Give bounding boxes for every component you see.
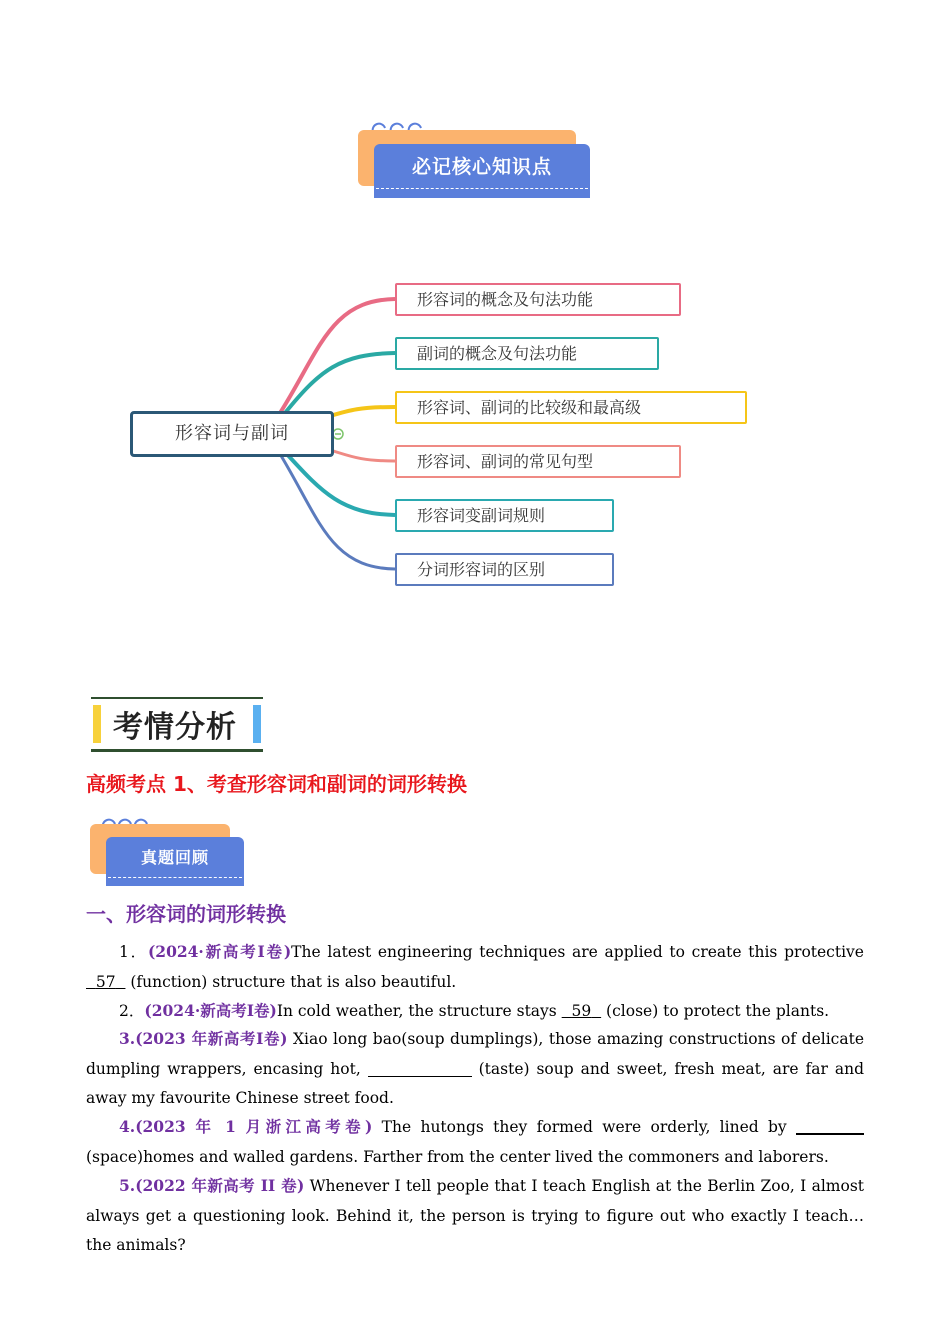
question-3: [86, 1024, 864, 1114]
mind-map-root: 形容词与副词: [130, 411, 334, 457]
question-source: (2022 年新高考 II 卷): [135, 1176, 305, 1195]
question-text-end: (close) to protect the plants.: [601, 1002, 830, 1020]
question-text: In cold weather, the structure stays: [276, 1002, 562, 1020]
mind-map-node-3: 形容词、副词的比较级和最高级: [395, 391, 747, 424]
mind-map-node-1: 形容词的概念及句法功能: [395, 283, 681, 316]
past-exam-title: 真题回顾: [106, 837, 244, 879]
question-number: 4.: [119, 1117, 136, 1136]
question-number: 3.: [119, 1029, 136, 1048]
mind-map-node-5: 形容词变副词规则: [395, 499, 614, 532]
section-heading: 高频考点 1、考查形容词和副词的词形转换: [86, 772, 467, 796]
exam-analysis-title: 考情分析: [113, 710, 237, 745]
question-number: 5.: [119, 1176, 136, 1195]
blue-bar: [253, 705, 261, 743]
connector-6: [280, 454, 395, 569]
question-4: [86, 1112, 864, 1172]
answer-number: 59: [571, 1002, 592, 1020]
answer-blank: [796, 1115, 864, 1135]
question-source: (2023 年 1 月浙江高考卷): [135, 1117, 373, 1136]
banner-bottom-rule: [91, 749, 263, 752]
connector-3: [330, 407, 395, 416]
question-text: Xiao long bao(soup dumplings), those amazing constructions of delicate dumpling wrappers, encasing hot,: [86, 1030, 864, 1078]
banner-title: 必记核心知识点: [374, 144, 590, 190]
mind-map-node-6: 分词形容词的区别: [395, 553, 614, 586]
question-1: [86, 937, 864, 997]
question-5: [86, 1171, 864, 1261]
question-text-end: (function) structure that is also beautiful.: [125, 972, 457, 991]
question-source: (2024·新高考Ⅰ卷): [147, 942, 292, 961]
question-text-end: (space)homes and walled gardens. Farther from the center lived the commoners and laborers.: [86, 1147, 829, 1166]
answer-blank: [368, 1058, 472, 1077]
yellow-bar: [93, 705, 101, 743]
question-text-end: (taste) soup and sweet, fresh meat, are far and away my favourite Chinese street food.: [86, 1059, 864, 1107]
exam-analysis-banner: [91, 697, 263, 753]
past-exam-banner: [90, 812, 246, 888]
question-text: The hutongs they formed were orderly, lined by: [372, 1118, 796, 1136]
question-number: 1．: [119, 943, 148, 961]
question-source: (2023 年新高考Ⅰ卷): [135, 1029, 288, 1048]
answer-blank: [562, 1002, 601, 1020]
subheading: 一、形容词的词形转换: [86, 902, 286, 926]
banner-dashed-line: [108, 877, 242, 878]
question-number: 2．: [119, 1002, 145, 1020]
question-text: Whenever I tell people that I teach English at the Berlin Zoo, I almost always get a questioning look. Behind it, the person is trying to figure out who exactly I teach…the animals?: [86, 1177, 865, 1254]
question-source: (2024·新高考Ⅰ卷): [144, 1001, 277, 1020]
connector-2: [285, 353, 395, 413]
answer-blank: [86, 973, 125, 991]
mind-map-node-4: 形容词、副词的常见句型: [395, 445, 681, 478]
mind-map: [0, 270, 950, 600]
banner-base: [106, 879, 244, 886]
question-text: The latest engineering techniques are applied to create this protective: [291, 943, 864, 961]
mind-map-node-2: 副词的概念及句法功能: [395, 337, 659, 370]
knowledge-banner: [358, 116, 594, 200]
banner-dashed-line: [376, 188, 588, 189]
question-2: [86, 996, 864, 1027]
connector-4: [330, 450, 395, 461]
banner-top-rule: [91, 697, 263, 699]
answer-number: 57: [95, 972, 116, 991]
banner-base: [374, 190, 590, 198]
